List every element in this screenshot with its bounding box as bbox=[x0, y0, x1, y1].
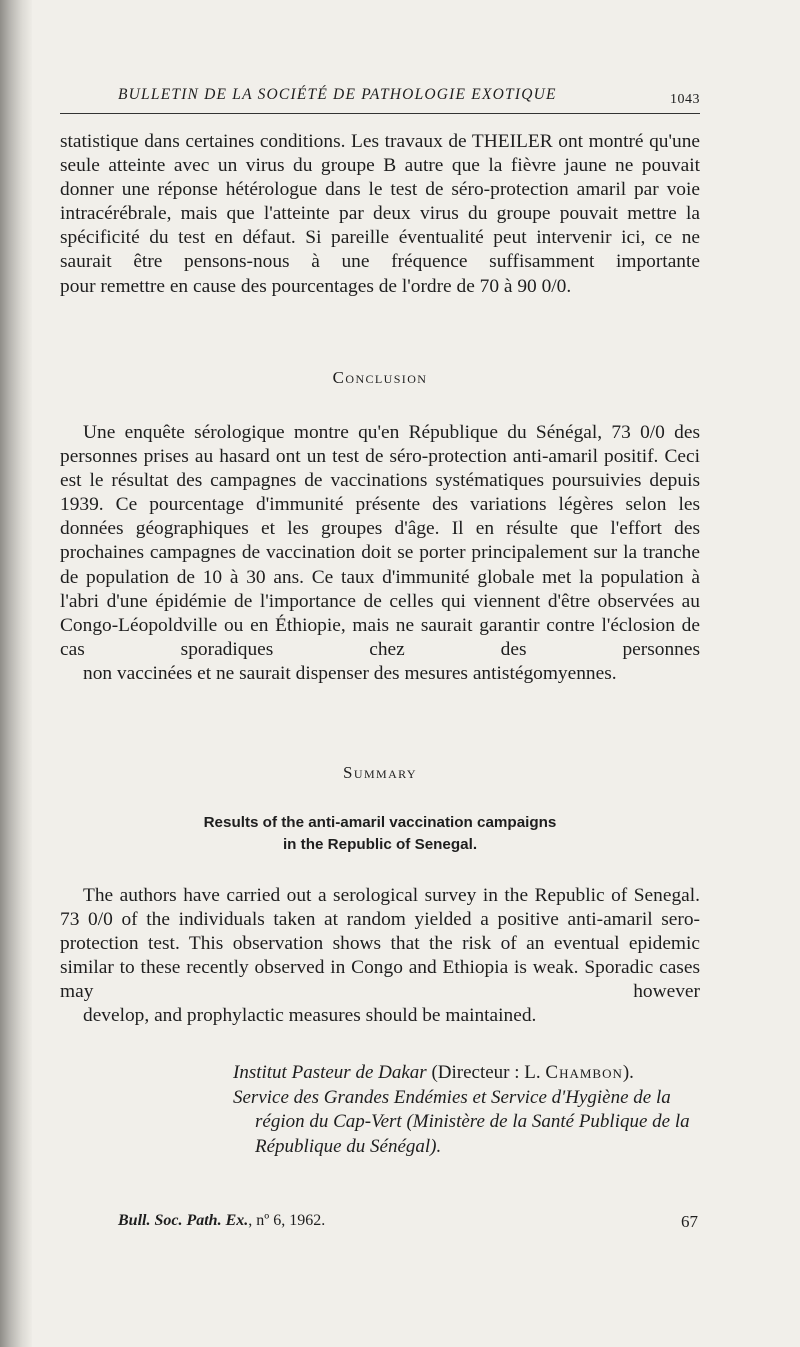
summary-text: The authors have carried out a serological survey in the Republic of Senegal. 73 0/0 of the individuals taken at random yielded a positive anti-amaril sero-protection test. This observation shows that the risk of an eventual epidemic similar to these recently observed in Congo and Ethiopia is weak. Sporadic cases may however develop, and prophylactic measures should be maintained. bbox=[60, 884, 700, 1029]
book-binding-shadow bbox=[0, 0, 32, 1347]
summary-last-line: develop, and prophylactic measures should be maintained. bbox=[83, 1005, 537, 1027]
intro-paragraph bbox=[60, 130, 700, 299]
summary-heading: Summary bbox=[343, 763, 417, 782]
summary-title bbox=[60, 812, 700, 856]
institute-name: Institut Pasteur de Dakar bbox=[233, 1062, 427, 1083]
director-name: Chambon bbox=[545, 1062, 623, 1083]
conclusion-last-line: non vaccinées et ne saurait dispenser des mesures antistégomyennes. bbox=[83, 662, 617, 684]
intro-text: statistique dans certaines conditions. Les travaux de THEILER ont montré qu'une seule atteinte avec un virus du groupe B autre que la fièvre jaune ne pouvait donner une réponse hétérologue dans le test de séro-protection amaril par voie intracérébrale, mais que l'atteinte par deux virus du groupe pouvait mettre la spécificité du test en défaut. Si pareille éventualité peut intervenir ici, ce ne saurait être pensons-nous à une fréquence suffisamment importante pour remettre en cause des pourcentages de l'ordre de 70 à 90 0/0. bbox=[60, 130, 700, 299]
service-name: Service des Grandes Endémies et Service d'Hygiène de la région du Cap-Vert (Ministère de la Santé Publique de la République du Sénégal). bbox=[233, 1086, 690, 1157]
summary-paragraph bbox=[60, 884, 700, 1029]
intro-last-line: pour remettre en cause des pourcentages de l'ordre de 70 à 90 0/0. bbox=[60, 275, 572, 297]
header-rule bbox=[60, 113, 700, 114]
conclusion-heading: Conclusion bbox=[332, 368, 428, 387]
journal-citation: Bull. Soc. Path. Ex. bbox=[118, 1212, 249, 1229]
summary-title-line-2: in the Republic of Senegal. bbox=[282, 836, 478, 853]
running-title: BULLETIN DE LA SOCIÉTÉ DE PATHOLOGIE EXOTIQUE bbox=[118, 86, 557, 103]
journal-issue: , nº 6, 1962. bbox=[248, 1212, 326, 1229]
conclusion-text: Une enquête sérologique montre qu'en République du Sénégal, 73 0/0 des personnes prises au hasard ont un test de séro-protection anti-amaril positif. Ceci est le résultat des campagnes de vaccinations systématiques poursuivies depuis 1939. Ce pourcentage d'immunité présente des variations légères selon les données géographiques et les groupes d'âge. Il en résulte que l'effort des prochaines campagnes de vaccination doit se porter principalement sur la tranche de population de 10 à 30 ans. Ce taux d'immunité globale met la population à l'abri d'une épidémie de l'importance de celles qui viennent d'être observées au Congo-Léopoldville ou en Éthiopie, mais ne saurait garantir contre l'éclosion de cas sporadiques chez des personnes non vaccinées et ne saurait dispenser des mesures antistégomyennes. bbox=[60, 421, 700, 686]
page-footer bbox=[118, 1212, 698, 1230]
conclusion-paragraph bbox=[60, 421, 700, 686]
page-header bbox=[60, 86, 700, 108]
summary-title-line-1: Results of the anti-amaril vaccination campaigns bbox=[203, 814, 557, 831]
sheet-number: 67 bbox=[681, 1212, 698, 1231]
institute-line: Institut Pasteur de Dakar (Directeur : L. Chambon). bbox=[233, 1062, 634, 1083]
affiliations bbox=[233, 1061, 703, 1159]
page-number: 1043 bbox=[670, 92, 700, 107]
service-line bbox=[233, 1086, 703, 1160]
